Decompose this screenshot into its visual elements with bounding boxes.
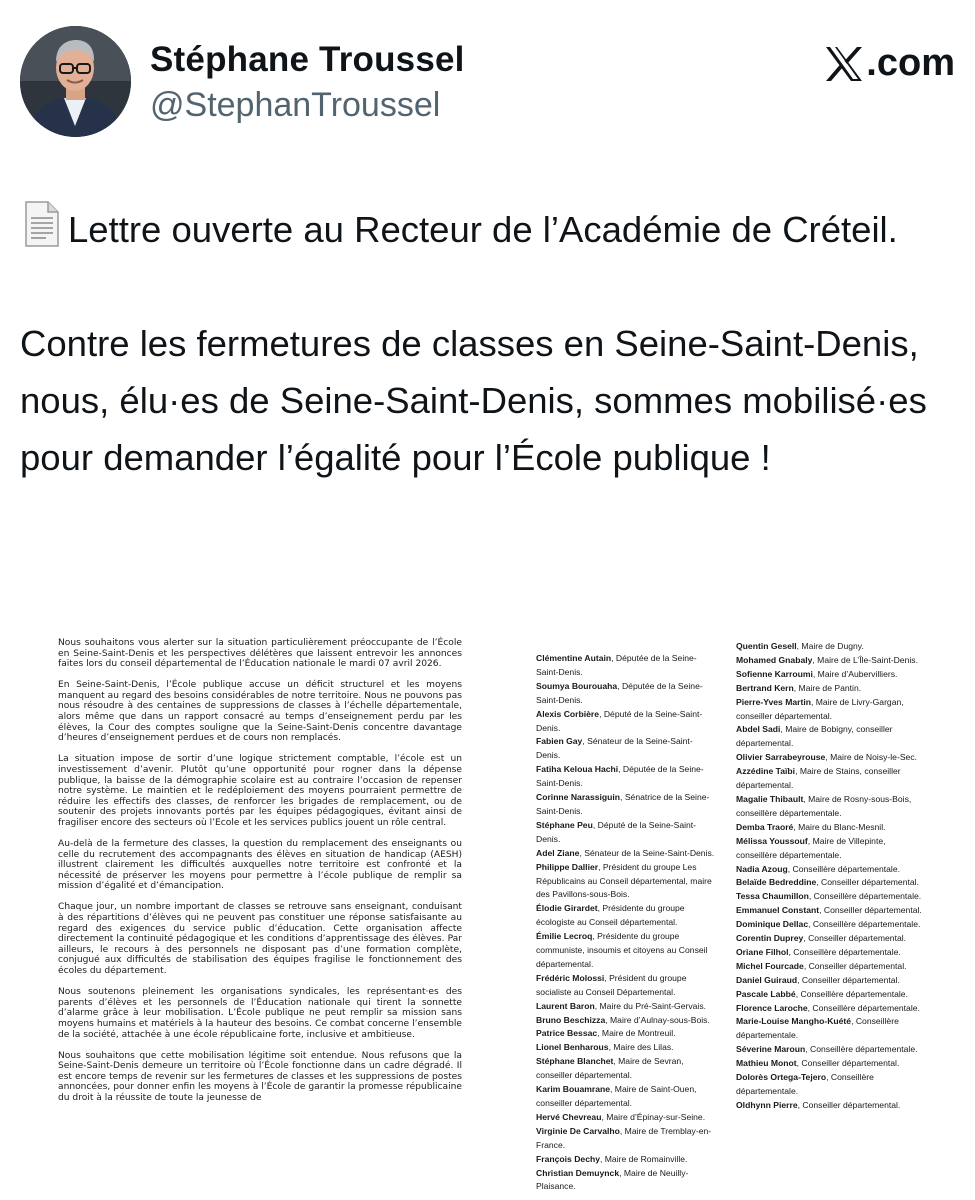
signatory-role: , Conseillère départementale. <box>807 1002 920 1013</box>
signatory-role: , Maire de Stains, conseiller départemental. <box>736 766 901 791</box>
tweet-text <box>20 200 960 486</box>
signatory-role: , Députée de la Seine-Saint-Denis. <box>536 653 697 677</box>
brand-label: .com <box>866 42 955 84</box>
signatory-entry <box>736 1071 926 1099</box>
signatory-entry <box>736 765 926 793</box>
signatory-role: , Conseiller départemental. <box>797 1099 901 1110</box>
signatory-name: Bertrand Kern <box>736 682 794 693</box>
signatory-role: , Sénatrice de la Seine-Saint-Denis. <box>536 792 710 816</box>
signatory-entry <box>536 1055 716 1083</box>
signatory-entry <box>536 708 716 736</box>
signatory-entry <box>736 821 926 835</box>
signatory-entry <box>536 819 716 847</box>
signatory-name: Olivier Sarrabeyrouse <box>736 752 826 763</box>
signatory-name: Christian Demuynck <box>536 1167 620 1178</box>
signatory-role: , Conseiller départemental. <box>819 905 922 916</box>
signatory-name: Séverine Maroun <box>736 1044 806 1055</box>
signatory-role: , Président du groupe socialiste au Conseil Départemental. <box>536 972 687 997</box>
signatory-entry <box>736 668 926 682</box>
signatory-role: , Maire de Neuilly-Plaisance. <box>536 1167 689 1192</box>
signatory-name: Stéphane Peu <box>536 819 593 830</box>
signatory-role: , Député de la Seine-Saint-Denis. <box>536 708 703 733</box>
signatory-entry <box>536 902 716 930</box>
letter-paragraph: Nous souhaitons que cette mobilisation légitime soit entendue. Nous refusons que la Seine-Saint-Denis demeure un territoire où l’École fonctionne dans un cadre dégradé. Il est encore temps de revenir sur les fermetures de classes et les suppressions de postes annoncées, pour donner enfin les moyens à l’École de garantir la promesse républicaine du droit à la réussite de toute la jeunesse de <box>58 1050 462 1103</box>
signatory-entry <box>736 1057 926 1071</box>
signatory-name: Fabien Gay <box>536 736 583 747</box>
signatory-role: , Maire de Saint-Ouen, conseiller départemental. <box>536 1084 697 1108</box>
signatory-role: , Maire du Blanc-Mesnil. <box>793 821 886 832</box>
signatory-entry <box>536 763 716 791</box>
signatory-role: , Conseillère départementale. <box>736 1016 899 1041</box>
signatory-name: Stéphane Blanchet <box>536 1056 614 1067</box>
signatory-entry <box>736 988 926 1002</box>
signatory-entry <box>736 696 926 724</box>
x-logo-icon <box>824 46 864 82</box>
signatory-entry <box>736 863 926 877</box>
signatory-name: Magalie Thibault <box>736 793 804 804</box>
tweet-paragraph-1-text: Lettre ouverte au Recteur de l’Académie de Créteil. <box>68 209 898 250</box>
signatory-role: , Députée de la Seine-Saint-Denis. <box>536 764 704 789</box>
tweet-header <box>20 26 955 138</box>
signatory-name: Philippe Dallier <box>536 861 599 872</box>
avatar[interactable] <box>20 26 131 137</box>
signatory-entry <box>736 974 926 988</box>
signatory-name: Dominique Dellac <box>736 919 809 930</box>
signatory-name: Virginie De Carvalho <box>536 1125 620 1136</box>
signatory-role: , Conseillère départementale. <box>788 946 901 957</box>
signatory-entry <box>536 1167 716 1195</box>
signatory-name: Frédéric Molossi <box>536 972 605 983</box>
signatory-role: , Conseillère départementale. <box>736 1072 874 1096</box>
signatory-name: Bruno Beschizza <box>536 1014 606 1025</box>
signatory-entry <box>536 1000 716 1014</box>
signatory-role: , Conseillère départementale. <box>795 988 908 999</box>
signatory-name: Quentin Gesell <box>736 641 797 651</box>
signatory-name: Hervé Chevreau <box>536 1111 602 1122</box>
signatory-role: , Conseiller départemental. <box>803 960 907 971</box>
signatory-name: Laurent Baron <box>536 1000 595 1011</box>
signatory-entry <box>536 1027 716 1041</box>
signatories-column-2 <box>736 640 926 1113</box>
signatory-name: Florence Laroche <box>736 1002 808 1013</box>
brand-logo <box>824 42 955 85</box>
signatory-name: Fatiha Keloua Hachi <box>536 764 619 775</box>
signatory-role: , Maire de Sevran, conseiller départemental. <box>536 1056 684 1081</box>
signatory-name: Mélissa Youssouf <box>736 835 808 846</box>
signatory-role: , Maire d’Aulnay-sous-Bois. <box>605 1014 710 1025</box>
author-name[interactable]: Stéphane Troussel <box>150 40 465 79</box>
letter-paragraph: Au-delà de la fermeture des classes, la question du remplacement des enseignants ou celle du recrutement des accompagnants des élèves en situation de handicap (AESH) illustrent clairement les difficultés auxquelles notre territoire est confronté et la nécessité de préserver les moyens pour permettre à l’école publique de remplir sa mission d’égalité et d’émancipation. <box>58 839 462 892</box>
signatory-entry <box>736 918 926 932</box>
attached-document-image[interactable] <box>20 632 955 1192</box>
signatory-role: , Sénateur de la Seine-Saint-Denis. <box>536 736 693 761</box>
signatory-role: , Maire de Bobigny, conseiller départemental. <box>736 724 893 749</box>
signatory-entry <box>736 904 926 918</box>
signatory-name: Belaïde Bedreddine <box>736 877 817 888</box>
signatory-role: , Présidente du groupe écologiste au Conseil départemental. <box>536 903 685 928</box>
tweet-paragraph-1 <box>20 200 960 258</box>
signatory-role: , Conseiller départemental. <box>797 974 900 985</box>
signatory-role: , Maire de Rosny-sous-Bois, conseillère départementale. <box>736 793 912 818</box>
signatory-entry <box>736 890 926 904</box>
signatory-entry <box>736 1043 926 1057</box>
signatory-role: , Conseillère départementale. <box>787 863 900 874</box>
signatory-name: Mathieu Monot <box>736 1058 797 1069</box>
signatory-entry <box>736 876 926 890</box>
signatory-name: Alexis Corbière <box>536 708 600 719</box>
signatory-role: , Député de la Seine-Saint-Denis. <box>536 819 697 844</box>
signatory-entry <box>536 1125 716 1153</box>
signatory-entry <box>736 932 926 946</box>
signatory-entry <box>536 680 716 708</box>
signatory-role: , Maire du Pré-Saint-Gervais. <box>594 1000 707 1011</box>
signatory-entry <box>536 930 716 972</box>
signatory-entry <box>736 682 926 696</box>
signatory-entry <box>736 1015 926 1043</box>
signatory-name: Patrice Bessac <box>536 1028 598 1039</box>
signatory-entry <box>536 1083 716 1111</box>
signatory-role: , Conseillère départementale. <box>808 891 922 902</box>
signatory-role: , Maire de Livry-Gargan, conseiller départemental. <box>736 696 904 721</box>
person-portrait-icon <box>20 26 131 137</box>
signatory-role: , Députée de la Seine-Saint-Denis. <box>536 680 703 705</box>
signatory-entry <box>736 1002 926 1016</box>
signatory-role: , Présidente du groupe communiste, insoumis et citoyens au Conseil départemental. <box>536 931 708 969</box>
signatory-name: Clémentine Autain <box>536 653 612 663</box>
signatory-role: , Maire d’Aubervilliers. <box>812 668 898 679</box>
signatory-entry <box>536 1041 716 1055</box>
signatory-role: , Maire d’Épinay-sur-Seine. <box>601 1111 706 1122</box>
signatory-entry <box>536 652 716 680</box>
signatory-name: Tessa Chaumillon <box>736 891 809 902</box>
signatory-name: Daniel Guiraud <box>736 974 798 985</box>
signatory-entry <box>736 946 926 960</box>
signatory-entry <box>536 972 716 1000</box>
signatory-name: Corentin Duprey <box>736 933 804 944</box>
signatory-entry <box>536 1014 716 1028</box>
signatory-name: Émilie Lecroq <box>536 931 593 942</box>
signatory-name: Demba Traoré <box>736 821 794 832</box>
signatory-name: Élodie Girardet <box>536 903 598 914</box>
signatory-role: , Conseiller départemental. <box>796 1058 900 1069</box>
signatory-name: Emmanuel Constant <box>736 905 820 916</box>
letter-paragraph: La situation impose de sortir d’une logique strictement comptable, l’école est un investissement d’avenir. Plutôt qu’une opportunité pour rogner dans la dépense publique, la baisse de la démographie scolaire est au contraire l’occasion de repenser notre système. Le maintien et le redéploiement des moyens pourraient permettre de réduire les effectifs des classes, de renforcer les brigades de remplacement, ou de soutenir des projets innovants portés par les équipes pédagogiques, évitant ainsi de fragiliser encore des secteurs où l’Ecole et les services publics jouent un rôle central. <box>58 754 462 828</box>
signatory-entry <box>536 1111 716 1125</box>
signatory-entry <box>536 791 716 819</box>
signatory-entry <box>736 640 926 654</box>
signatory-role: , Maire de Tremblay-en-France. <box>536 1125 712 1150</box>
signatory-name: Sofienne Karroumi <box>736 668 813 679</box>
signatory-role: , Maire de Dugny. <box>796 641 864 651</box>
signatory-entry <box>736 835 926 863</box>
signatory-name: Oldhynn Pierre <box>736 1099 798 1110</box>
signatory-role: , Maire de Villepinte, conseillère départementale. <box>736 835 886 860</box>
signatory-name: Nadia Azoug <box>736 863 788 874</box>
signatory-name: Pascale Labbé <box>736 988 796 999</box>
signatory-name: Azzédine Taïbi <box>736 766 796 777</box>
letter-paragraph: Nous soutenons pleinement les organisations syndicales, les représentant·es des parents d’élèves et les personnels de l’Éducation nationale qui tirent la sonnette d’alarme grâce à leur mobilisation. L’École publique ne peut remplir sa mission sans moyens humains et matériels à la hauteur des besoins. Ce combat concerne l’ensemble de la société, attachée à une école républicaine forte, inclusive et ambitieuse. <box>58 987 462 1040</box>
signatory-role: , Conseillère départementale. <box>808 919 921 930</box>
letter-paragraph: En Seine-Saint-Denis, l’École publique accuse un déficit structurel et les moyens manquent au regard des besoins considérables de notre territoire. Nous ne pouvons pas nous résoudre à des centaines de suppressions de classes à l’échelle départementale, alors même que dans un rapport consacré au temps d’enseignement perdu par les élèves, la Cour des comptes souligne que la Seine-Saint-Denis concentre davantage d’heures d’enseignement perdues et de cours non remplacés. <box>58 680 462 744</box>
signatory-role: , Maire de L’Île-Saint-Denis. <box>812 654 918 665</box>
letter-paragraph: Chaque jour, un nombre important de classes se retrouve sans enseignant, conduisant à des répartitions d’élèves qui ne peuvent pas constituer une réponse satisfaisante au regard des exigences du service public d’éducation. Cette organisation affecte directement la continuité pédagogique et les conditions d’apprentissage des élèves. Par ailleurs, le recours à des personnels ne disposant pas d’une formation complète, conjugué aux difficultés de stabilisation des équipes fragilise le fonctionnement des écoles du département. <box>58 902 462 977</box>
signatories-column-1 <box>536 652 716 1194</box>
signatory-role: , Maire de Noisy-le-Sec. <box>825 752 918 763</box>
signatory-role: , Président du groupe Les Républicains au Conseil départemental, maire des Pavillons-sous-Bois. <box>536 861 712 900</box>
signatory-entry <box>736 723 926 751</box>
signatory-entry <box>536 847 716 861</box>
signatory-role: , Maire de Romainville. <box>600 1153 688 1164</box>
signatory-entry <box>536 1153 716 1167</box>
open-letter-text <box>58 638 462 1114</box>
signatory-role: , Conseiller départemental. <box>816 877 919 888</box>
page-facing-up-icon <box>20 200 64 248</box>
signatory-entry <box>736 654 926 668</box>
signatory-name: Michel Fourcade <box>736 960 804 971</box>
signatory-name: Lionel Benharous <box>536 1042 609 1053</box>
signatory-role: , Conseiller départemental. <box>803 933 907 944</box>
signatory-name: Pierre-Yves Martin <box>736 696 811 707</box>
author-handle[interactable]: @StephanTroussel <box>150 86 441 124</box>
signatory-entry <box>736 1099 926 1113</box>
signatory-name: François Dechy <box>536 1153 600 1164</box>
signatory-entry <box>736 751 926 765</box>
signatory-entry <box>736 793 926 821</box>
letter-paragraph: Nous souhaitons vous alerter sur la situation particulièrement préoccupante de l’École en Seine-Saint-Denis et les perspectives délétères que laissent entrevoir les annonces faites lors du conseil départemental de l’Éducation nationale le mardi 07 avril 2026. <box>58 638 462 670</box>
signatory-name: Marie-Louise Mangho-Kuété <box>736 1016 852 1027</box>
signatory-role: , Sénateur de la Seine-Saint-Denis. <box>579 847 715 858</box>
signatory-name: Mohamed Gnabaly <box>736 654 813 665</box>
signatory-name: Corinne Narassiguin <box>536 792 621 803</box>
signatory-role: , Maire de Montreuil. <box>597 1028 676 1039</box>
signatory-entry <box>536 735 716 763</box>
tweet-paragraph-2: Contre les fermetures de classes en Seine-Saint-Denis, nous, élu·es de Seine-Saint-Denis, sommes mobilisé·es pour demander l’égalité pour l’École publique ! <box>20 323 927 478</box>
signatory-name: Dolorès Ortega-Tejero <box>736 1072 827 1083</box>
signatory-name: Oriane Filhol <box>736 946 789 957</box>
signatory-entry <box>736 960 926 974</box>
signatory-name: Karim Bouamrane <box>536 1084 611 1095</box>
signatory-role: , Maire de Pantin. <box>793 682 862 693</box>
signatory-name: Abdel Sadi <box>736 724 781 735</box>
signatory-role: , Maire des Lilas. <box>608 1042 674 1053</box>
signatory-entry <box>536 861 716 903</box>
signatory-name: Soumya Bourouaha <box>536 680 618 691</box>
signatory-role: , Conseillère départementale. <box>805 1044 918 1055</box>
signatory-name: Adel Ziane <box>536 847 580 858</box>
